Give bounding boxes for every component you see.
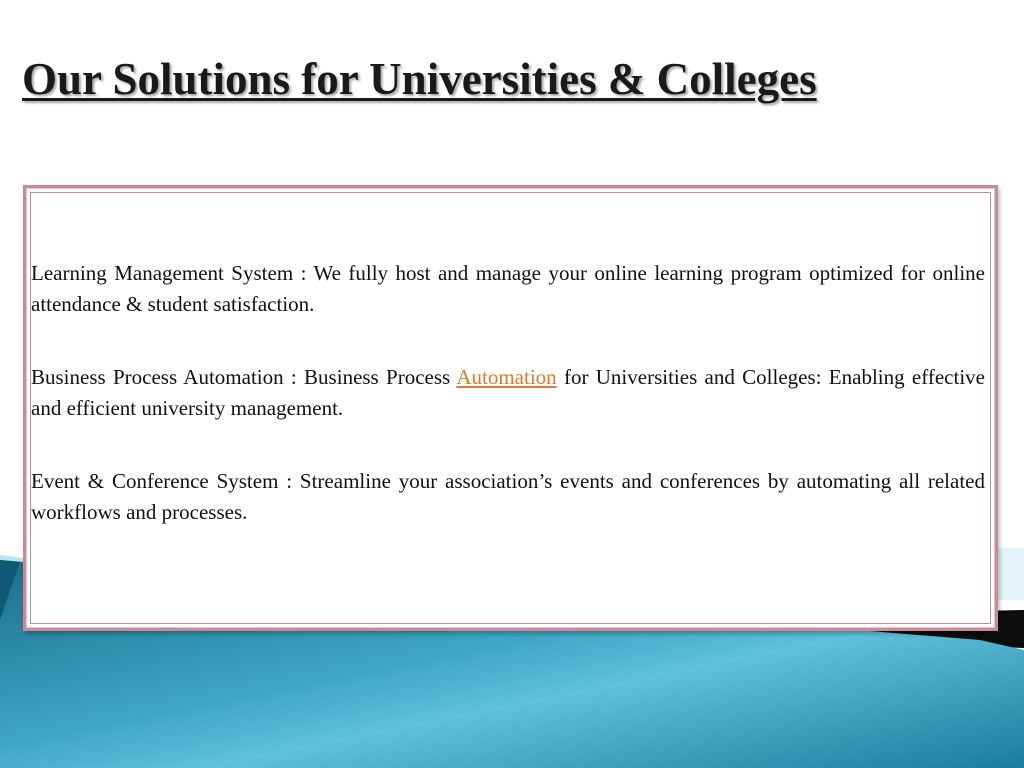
solution-item-bpa <box>31 362 985 424</box>
solution-item-lms <box>31 258 985 320</box>
solution-text-after: for Universities and Colleges: Enabling effective and efficient university management. <box>31 365 985 420</box>
solution-item-event <box>31 466 985 528</box>
solution-text: Event & Conference System : Streamline your association’s events and conferences by automating all related workflows and processes. <box>31 469 985 524</box>
automation-link[interactable]: Automation <box>456 365 557 389</box>
solution-text: Learning Management System : We fully host and manage your online learning program optimized for online attendance & student satisfaction. <box>31 261 985 316</box>
solution-text-before: Business Process Automation : Business Process <box>31 365 457 389</box>
slide-title: Our Solutions for Universities & Colleges <box>22 54 817 104</box>
